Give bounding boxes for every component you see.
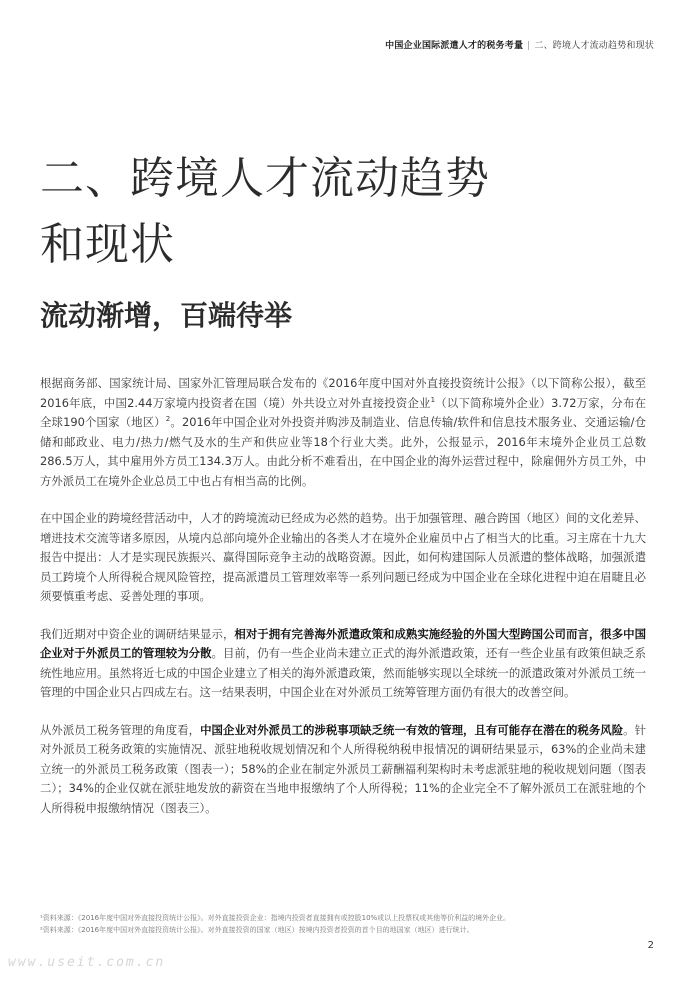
footnotes <box>40 912 660 936</box>
paragraph-1 <box>40 374 646 491</box>
paragraph-4-text-a: 从外派员工税务管理的角度看， <box>40 722 201 737</box>
running-header <box>385 38 654 51</box>
footnote-ref-2: 2 <box>165 415 171 424</box>
body-text <box>40 374 646 836</box>
watermark: www.useit.com.cn <box>8 955 166 970</box>
footnote-ref-1: 1 <box>430 395 436 404</box>
paragraph-3-text-a: 我们近期对中资企业的调研结果显示， <box>40 626 235 641</box>
page-subtitle: 流动渐增，百端待举 <box>40 299 293 332</box>
paragraph-4 <box>40 721 646 819</box>
paragraph-4-emphasis: 中国企业对外派员工的涉税事项缺乏统一有效的管理，且有可能存在潜在的税务风险 <box>200 722 624 737</box>
header-section-title: 二、跨境人才流动趋势和现状 <box>534 41 654 51</box>
paragraph-2: 在中国企业的跨境经营活动中，人才的跨境流动已经成为必然的趋势。出于加强管理、融合跨国（地区）间的文化差异、增进技术交流等诸多原因，从境内总部向境外企业输出的各类人才在境外企业雇员中占了相当大的比重。习主席在十九大报告中提出：人才是实现民族振兴、赢得国际竞争主动的战略资源。因此，如何构建国际人员派遣的整体战略，加强派遣员工跨境个人所得税合规风险管控，提高派遣员工管理效率等一系列问题已经成为中国企业在全球化进程中迫在眉睫且必须要慎重考虑、妥善处理的事项。 <box>40 511 646 603</box>
paragraph-1-text-c: 。2016年中国企业对外投资并购涉及制造业、信息传输/软件和信息技术服务业、交通运输/仓储和邮政业、电力/热力/燃气及水的生产和供应业等18个行业大类。此外，公报显示，2016年末境外企业员工总数286.5万人，其中雇用外方员工134.3万人。由此分析不难看出，在中国企业的海外运营过程中，除雇佣外方员工外，中方外派员工在境外企业总员工中也占有相当高的比例。 <box>40 415 646 488</box>
footnote-2: ²资料来源：《2016年度中国对外直接投资统计公报》。对外直接投资的国家（地区）按境内投资者投资的首个目的地国家（地区）进行统计。 <box>40 926 474 934</box>
paragraph-3-text-b: 。目前，仍有一些企业尚未建立正式的海外派遣政策，还有一些企业虽有政策但缺乏系统性地应用。虽然将近七成的中国企业建立了相关的海外派遣政策，然而能够实现以全球统一的派遣政策对外派员工统一管理的中国企业只占四成左右。这一结果表明，中国企业在对外派员工统筹管理方面仍有很大的改善空间。 <box>40 646 646 699</box>
header-document-title: 中国企业国际派遣人才的税务考量 <box>385 41 524 51</box>
page-number: 2 <box>647 940 654 951</box>
paragraph-3-emphasis: 相对于拥有完善海外派遣政策和成熟实施经验的外国大型跨国公司而言，很多中国企业对于外派员工的管理较为分散 <box>40 626 646 660</box>
paragraph-3 <box>40 625 646 703</box>
paragraph-1-text-a: 根据商务部、国家统计局、国家外汇管理局联合发布的《2016年度中国对外直接投资统计公报》（以下简称公报），截至2016年底，中国2.44万家境内投资者在国（境）外共设立对外直接投资企业 <box>40 376 646 410</box>
paragraph-1-text-b: （以下简称境外企业）3.72万家，分布在全球190个国家（地区） <box>40 395 646 429</box>
page-title-line-2: 和现状 <box>40 219 175 270</box>
paragraph-4-text-b: 。针对外派员工税务政策的实施情况、派驻地税收规划情况和个人所得税纳税申报情况的调研结果显示，63%的企业尚未建立统一的外派员工税务政策（图表一）；58%的企业在制定外派员工薪酬福利架构时未考虑派驻地的税收规划问题（图表二）；34%的企业仅就在派驻地发放的薪资在当地申报缴纳了个人所得税；11%的企业完全不了解外派员工在派驻地的个人所得税申报缴纳情况（图表三）。 <box>40 722 646 815</box>
page-title-line-1: 二、跨境人才流动趋势 <box>40 153 490 204</box>
page-title <box>40 146 660 278</box>
header-separator: | <box>527 41 531 51</box>
footnote-1: ¹资料来源：《2016年度中国对外直接投资统计公报》。对外直接投资企业：指境内投资者直接拥有或控股10%或以上投票权或其他等价利益的境外企业。 <box>40 914 511 922</box>
